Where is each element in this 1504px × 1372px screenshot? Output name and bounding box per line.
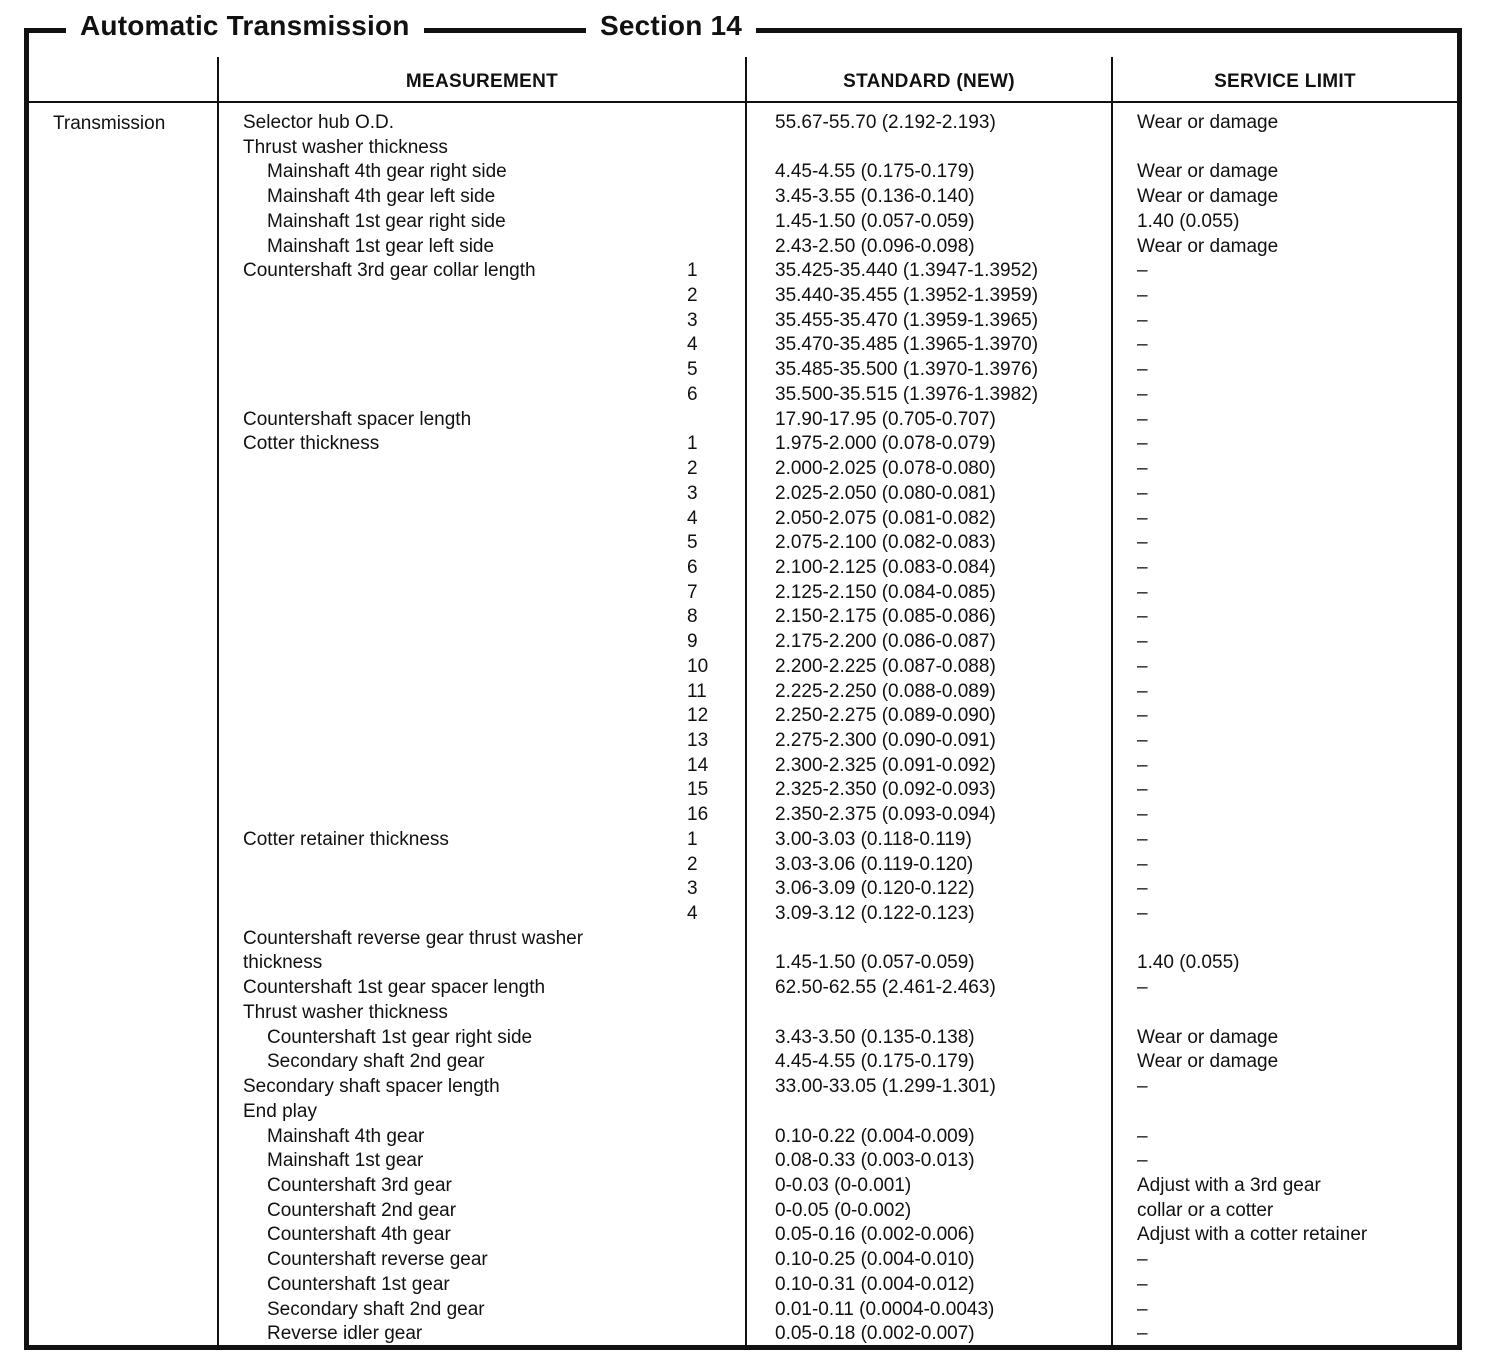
standard-cell: 2.000-2.025 (0.078-0.080) <box>775 458 996 480</box>
table-row <box>29 284 1457 309</box>
table-row <box>29 210 1457 235</box>
table-row <box>29 457 1457 482</box>
service-limit-cell: – <box>1137 631 1148 653</box>
standard-cell: 2.150-2.175 (0.085-0.086) <box>775 606 996 628</box>
standard-cell: 1.45-1.50 (0.057-0.059) <box>775 210 975 232</box>
table-row <box>29 729 1457 754</box>
standard-cell: 0.05-0.18 (0.002-0.007) <box>775 1323 975 1345</box>
table-row <box>29 951 1457 976</box>
measurement-cell: Countershaft reverse gear thrust washer <box>243 927 584 949</box>
measurement-cell: Countershaft 1st gear right side <box>267 1026 533 1048</box>
measurement-cell: thickness <box>243 952 323 974</box>
standard-cell: 2.125-2.150 (0.084-0.085) <box>775 581 996 603</box>
service-limit-cell: – <box>1137 828 1148 850</box>
measurement-cell: Countershaft 1st gear <box>267 1273 450 1295</box>
standard-cell: 35.485-35.500 (1.3970-1.3976) <box>775 359 1039 381</box>
size-number-cell: 8 <box>687 606 698 628</box>
service-limit-cell: – <box>1137 1298 1148 1320</box>
size-number-cell: 13 <box>687 730 709 751</box>
table-row <box>29 803 1457 828</box>
section-title: Automatic Transmission <box>66 8 424 44</box>
service-limit-cell: – <box>1137 977 1148 999</box>
service-limit-cell: – <box>1137 1249 1148 1271</box>
table-row <box>29 927 1457 952</box>
table-row <box>29 1199 1457 1224</box>
table-row <box>29 408 1457 433</box>
table-row <box>29 309 1457 334</box>
size-number-cell: 16 <box>687 804 709 826</box>
spec-table <box>29 57 1457 1345</box>
size-number-cell: 9 <box>687 631 698 653</box>
size-number-cell: 2 <box>687 853 698 875</box>
table-row <box>29 136 1457 161</box>
service-limit-cell: collar or a cotter <box>1137 1199 1274 1221</box>
measurement-cell: Countershaft reverse gear <box>267 1249 488 1271</box>
standard-cell: 17.90-17.95 (0.705-0.707) <box>775 408 996 430</box>
service-limit-cell: Adjust with a cotter retainer <box>1137 1224 1368 1246</box>
table-row <box>29 605 1457 630</box>
size-number-cell: 6 <box>687 556 698 578</box>
standard-cell: 0.10-0.25 (0.004-0.010) <box>775 1249 975 1271</box>
service-limit-cell: – <box>1137 680 1148 702</box>
service-limit-cell: – <box>1137 853 1148 875</box>
table-row <box>29 1298 1457 1323</box>
standard-cell: 3.00-3.03 (0.118-0.119) <box>775 828 972 850</box>
table-row <box>29 1125 1457 1150</box>
table-row <box>29 1075 1457 1100</box>
table-row <box>29 1273 1457 1298</box>
table-row <box>29 976 1457 1001</box>
standard-cell: 0.10-0.31 (0.004-0.012) <box>775 1273 975 1295</box>
table-row <box>29 581 1457 606</box>
service-limit-cell: – <box>1137 507 1148 529</box>
standard-cell: 1.45-1.50 (0.057-0.059) <box>775 952 975 974</box>
standard-cell: 3.45-3.55 (0.136-0.140) <box>775 186 975 208</box>
service-limit-cell: – <box>1137 458 1148 480</box>
section-number: Section 14 <box>586 8 756 44</box>
table-row <box>29 630 1457 655</box>
table-row <box>29 383 1457 408</box>
standard-cell: 3.06-3.09 (0.120-0.122) <box>775 878 975 900</box>
header-divider <box>29 101 1457 103</box>
service-limit-cell: – <box>1137 532 1148 554</box>
measurement-cell: Countershaft spacer length <box>243 408 472 430</box>
standard-cell: 2.200-2.225 (0.087-0.088) <box>775 655 996 677</box>
standard-cell: 2.325-2.350 (0.092-0.093) <box>775 779 996 801</box>
service-limit-cell: – <box>1137 878 1148 900</box>
standard-cell: 33.00-33.05 (1.299-1.301) <box>775 1076 996 1098</box>
table-row <box>29 1100 1457 1125</box>
table-row <box>29 507 1457 532</box>
service-limit-cell: Wear or damage <box>1137 1051 1279 1073</box>
service-limit-cell: 1.40 (0.055) <box>1137 210 1240 232</box>
service-limit-cell: 1.40 (0.055) <box>1137 952 1240 974</box>
standard-cell: 55.67-55.70 (2.192-2.193) <box>775 112 996 133</box>
standard-cell: 2.275-2.300 (0.090-0.091) <box>775 730 996 751</box>
size-number-cell: 3 <box>687 309 698 331</box>
size-number-cell: 4 <box>687 507 698 529</box>
table-row <box>29 482 1457 507</box>
table-row <box>29 704 1457 729</box>
table-row <box>29 432 1457 457</box>
size-number-cell: 7 <box>687 581 698 603</box>
service-limit-cell: – <box>1137 779 1148 801</box>
measurement-cell: Secondary shaft 2nd gear <box>267 1298 485 1320</box>
service-limit-cell: – <box>1137 285 1148 307</box>
table-row <box>29 754 1457 779</box>
standard-cell: 2.225-2.250 (0.088-0.089) <box>775 680 996 702</box>
service-limit-cell: – <box>1137 606 1148 628</box>
size-number-cell: 12 <box>687 705 709 727</box>
standard-cell: 0.10-0.22 (0.004-0.009) <box>775 1125 975 1147</box>
table-row <box>29 1322 1457 1347</box>
measurement-cell: Mainshaft 4th gear right side <box>267 161 507 183</box>
measurement-cell: Countershaft 2nd gear <box>267 1199 457 1221</box>
table-row <box>29 655 1457 680</box>
standard-cell: 35.440-35.455 (1.3952-1.3959) <box>775 285 1039 307</box>
table-row <box>29 333 1457 358</box>
measurement-cell: Thrust washer thickness <box>243 1001 448 1023</box>
table-row <box>29 778 1457 803</box>
size-number-cell: 1 <box>687 260 698 282</box>
measurement-cell: Secondary shaft 2nd gear <box>267 1051 485 1073</box>
service-limit-cell: – <box>1137 903 1148 925</box>
size-number-cell: 11 <box>687 680 707 702</box>
size-number-cell: 5 <box>687 359 698 381</box>
table-row <box>29 1050 1457 1075</box>
service-limit-cell: – <box>1137 804 1148 826</box>
service-limit-cell: – <box>1137 730 1148 751</box>
service-limit-cell: – <box>1137 1323 1148 1345</box>
standard-cell: 2.175-2.200 (0.086-0.087) <box>775 631 996 653</box>
service-limit-cell: – <box>1137 1273 1148 1295</box>
table-row <box>29 1174 1457 1199</box>
standard-cell: 2.300-2.325 (0.091-0.092) <box>775 754 996 776</box>
service-limit-cell: – <box>1137 556 1148 578</box>
service-limit-cell: – <box>1137 1150 1148 1172</box>
service-limit-cell: Wear or damage <box>1137 112 1279 133</box>
size-number-cell: 6 <box>687 383 698 405</box>
standard-cell: 0.05-0.16 (0.002-0.006) <box>775 1224 975 1246</box>
service-limit-cell: Wear or damage <box>1137 1026 1279 1048</box>
service-limit-cell: Adjust with a 3rd gear <box>1137 1174 1321 1196</box>
standard-cell: 35.470-35.485 (1.3965-1.3970) <box>775 334 1039 356</box>
standard-cell: 2.250-2.275 (0.089-0.090) <box>775 705 996 727</box>
header-standard: STANDARD (NEW) <box>843 71 1015 92</box>
measurement-cell: End play <box>243 1100 317 1122</box>
measurement-cell: Reverse idler gear <box>267 1323 423 1345</box>
standard-cell: 35.425-35.440 (1.3947-1.3952) <box>775 260 1039 282</box>
service-limit-cell: – <box>1137 408 1148 430</box>
service-limit-cell: Wear or damage <box>1137 235 1279 257</box>
standard-cell: 3.43-3.50 (0.135-0.138) <box>775 1026 975 1048</box>
table-row <box>29 680 1457 705</box>
measurement-cell: Secondary shaft spacer length <box>243 1076 500 1098</box>
table-row <box>29 556 1457 581</box>
size-number-cell: 15 <box>687 779 709 801</box>
table-row <box>29 1223 1457 1248</box>
measurement-cell: Mainshaft 4th gear <box>267 1125 425 1147</box>
table-row <box>29 160 1457 185</box>
service-limit-cell: – <box>1137 359 1148 381</box>
table-row <box>29 1026 1457 1051</box>
size-number-cell: 1 <box>687 433 698 455</box>
size-number-cell: 2 <box>687 458 698 480</box>
table-row <box>29 877 1457 902</box>
standard-cell: 2.025-2.050 (0.080-0.081) <box>775 482 996 504</box>
standard-cell: 2.100-2.125 (0.083-0.084) <box>775 556 996 578</box>
standard-cell: 1.975-2.000 (0.078-0.079) <box>775 433 996 455</box>
measurement-cell: Countershaft 3rd gear <box>267 1174 452 1196</box>
measurement-cell: Countershaft 3rd gear collar length <box>243 260 536 282</box>
service-limit-cell: – <box>1137 705 1148 727</box>
size-number-cell: 4 <box>687 334 698 356</box>
measurement-cell: Thrust washer thickness <box>243 136 448 158</box>
service-limit-cell: – <box>1137 754 1148 776</box>
standard-cell: 3.03-3.06 (0.119-0.120) <box>775 853 974 875</box>
standard-cell: 2.43-2.50 (0.096-0.098) <box>775 235 975 257</box>
size-number-cell: 4 <box>687 903 698 925</box>
table-row <box>29 185 1457 210</box>
size-number-cell: 14 <box>687 754 709 776</box>
service-limit-cell: – <box>1137 482 1148 504</box>
service-limit-cell: – <box>1137 1076 1148 1098</box>
measurement-cell: Mainshaft 1st gear left side <box>267 235 495 257</box>
service-limit-cell: Wear or damage <box>1137 186 1279 208</box>
service-limit-cell: – <box>1137 309 1148 331</box>
measurement-cell: Selector hub O.D. <box>243 112 395 133</box>
standard-cell: 0-0.05 (0-0.002) <box>775 1199 912 1221</box>
standard-cell: 2.350-2.375 (0.093-0.094) <box>775 804 996 826</box>
size-number-cell: 10 <box>687 655 709 677</box>
standard-cell: 3.09-3.12 (0.122-0.123) <box>775 903 975 925</box>
service-limit-cell: – <box>1137 383 1148 405</box>
standard-cell: 62.50-62.55 (2.461-2.463) <box>775 977 996 999</box>
table-row <box>29 1149 1457 1174</box>
category-label: Transmission <box>53 113 166 134</box>
measurement-cell: Mainshaft 4th gear left side <box>267 186 496 208</box>
service-limit-cell: – <box>1137 655 1148 677</box>
table-row <box>29 853 1457 878</box>
size-number-cell: 1 <box>687 828 698 850</box>
measurement-cell: Cotter thickness <box>243 433 380 455</box>
service-limit-cell: – <box>1137 334 1148 356</box>
measurement-cell: Mainshaft 1st gear <box>267 1150 424 1172</box>
table-row <box>29 235 1457 260</box>
standard-cell: 4.45-4.55 (0.175-0.179) <box>775 161 975 183</box>
standard-cell: 0.08-0.33 (0.003-0.013) <box>775 1150 975 1172</box>
measurement-cell: Countershaft 1st gear spacer length <box>243 977 546 999</box>
measurement-cell: Countershaft 4th gear <box>267 1224 451 1246</box>
measurement-cell: Mainshaft 1st gear right side <box>267 210 506 232</box>
service-limit-cell: – <box>1137 260 1148 282</box>
table-row <box>29 902 1457 927</box>
standard-cell: 2.075-2.100 (0.082-0.083) <box>775 532 996 554</box>
service-limit-cell: Wear or damage <box>1137 161 1279 183</box>
service-limit-cell: – <box>1137 433 1148 455</box>
standard-cell: 0.01-0.11 (0.0004-0.0043) <box>775 1298 995 1320</box>
standard-cell: 0-0.03 (0-0.001) <box>775 1174 912 1196</box>
service-limit-cell: – <box>1137 581 1148 603</box>
size-number-cell: 3 <box>687 878 698 900</box>
table-row <box>29 828 1457 853</box>
service-limit-cell: – <box>1137 1125 1148 1147</box>
standard-cell: 2.050-2.075 (0.081-0.082) <box>775 507 996 529</box>
size-number-cell: 5 <box>687 532 698 554</box>
table-row <box>29 1248 1457 1273</box>
table-row <box>29 531 1457 556</box>
size-number-cell: 2 <box>687 285 698 307</box>
table-row <box>29 1001 1457 1026</box>
header-service-limit: SERVICE LIMIT <box>1214 71 1356 92</box>
size-number-cell: 3 <box>687 482 698 504</box>
standard-cell: 4.45-4.55 (0.175-0.179) <box>775 1051 975 1073</box>
header-measurement: MEASUREMENT <box>405 71 559 92</box>
standard-cell: 35.500-35.515 (1.3976-1.3982) <box>775 383 1039 405</box>
table-row <box>29 259 1457 284</box>
standard-cell: 35.455-35.470 (1.3959-1.3965) <box>775 309 1039 331</box>
table-row <box>29 111 1457 136</box>
measurement-cell: Cotter retainer thickness <box>243 828 449 850</box>
table-row <box>29 358 1457 383</box>
